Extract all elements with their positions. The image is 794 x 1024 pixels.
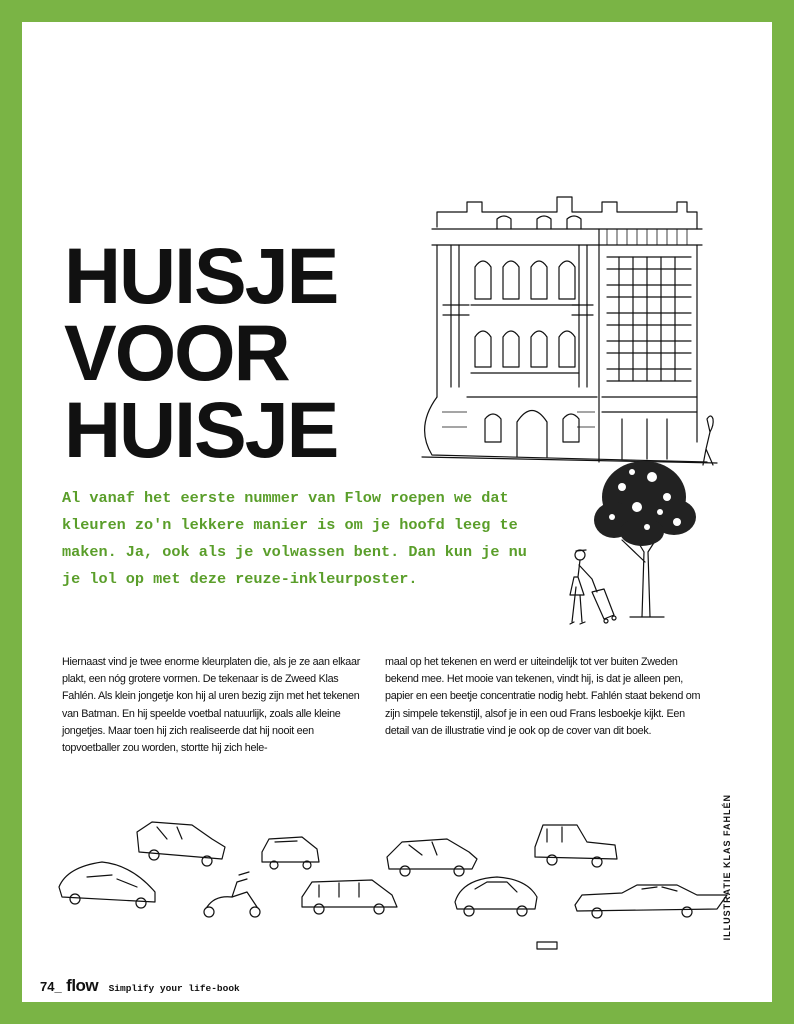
footer-separator: _ (54, 979, 62, 994)
magazine-page (22, 22, 772, 1002)
flow-logo: flow (66, 976, 99, 995)
body-column-left: Hiernaast vind je twee enorme kleurplaten die, als je ze aan elkaar plakt, een nóg grotere vormen. De tekenaar is de Zweed Klas Fahlén. Als klein jongetje kon hij al uren bezig zijn met het tekenen van Batman. En hij speelde voetbal natuurlijk, zoals alle kleine jongetjes. Maar toen hij zich realiseerde dat hij nooit een topvoetballer zou worden, stortte hij zich hele- (62, 656, 360, 755)
body-column-right: maal op het tekenen en werd er uiteindelijk tot ver buiten Zweden bekend mee. Het mooie van tekenen, vindt hij, is dat je alleen pen, papier en een beetje concentratie nodig hebt. Fahlén staat bekend om zijn simpele tekenstijl, alsof je in een oud Frans lesboekje kijkt. Een detail van de illustratie vind je ook op de cover van dit boek. (385, 656, 701, 737)
woman-with-suitcase-drawing (552, 547, 622, 632)
footer-tagline: Simplify your life-book (108, 983, 240, 994)
title-line-3: HUISJE (64, 385, 338, 474)
illustration-credit: ILLUSTRATIE KLAS FAHLÉN (722, 794, 732, 941)
cars-drawing (57, 797, 707, 927)
page-number: 74 (40, 979, 55, 994)
title-line-1: HUISJE (64, 231, 338, 320)
intro-text: Al vanaf het eerste nummer van Flow roepen we dat kleuren zo'n lekkere manier is om je hoofd leeg te maken. Ja, ook als je volwassen bent. Dan kun je nu je lol op met deze reuze-inkleurposter. (62, 489, 527, 588)
page-footer (40, 976, 240, 996)
building-drawing (407, 187, 717, 462)
title-line-2: VOOR (64, 308, 289, 397)
article-title (64, 231, 338, 474)
